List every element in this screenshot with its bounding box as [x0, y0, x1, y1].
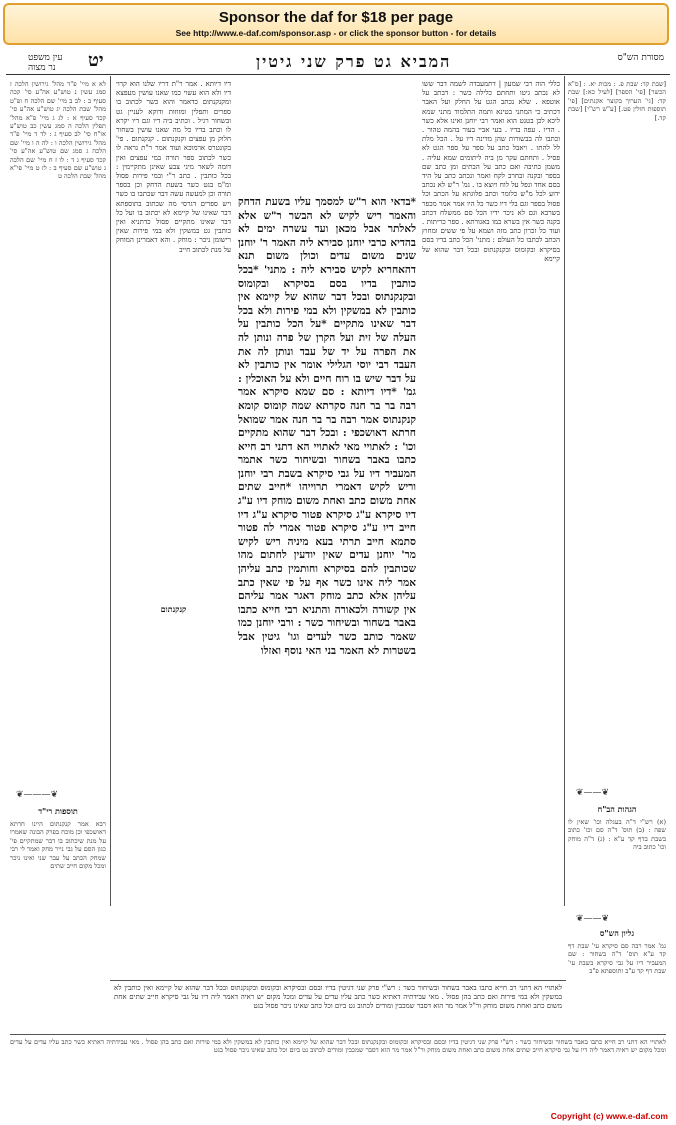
page-header	[6, 48, 670, 75]
footnote-commentary: לאתויי הא דתני רב חייא כתבו באבר בשחור ובשיחור כשר : רש"י פרק שני דגיטין בדיו ובסם ובסיקרא ובקומוס ובקנקנתוס ובכל דבר שהוא של קיימא ואין כותבין לא במשקין ולא במי פירות ואם כתב בהן פסול . מאי עבידתיה דאתיא כשר כתב עליו עדים על עדים ומכל מקום יש ראיה דאמר ליה דיו על גבי סיקרא חייב שתים אחת משום כתב ואחת משום מוחק ור"ל אמר מר הוא דסבר שמכבין ומודים לכתוב גט ביום וכל כתב שאינו ניכר פסול בגט	[10, 1038, 666, 1055]
tosafot-column: דיו דיותא . אמר ר"ת דריו שלנו הוא קרוי דיו ולא הוא עשוי כמו שאנו עושין מעפצא ומקנקנתום כדאמר והוא כשר לכתוב בו ספרים ותפלין ומזוזות ודוקא לעניין גט ובשחור רגיל . וכתיב ביה דיו וגם דיו יקרא לו וכתב בדיו כל מה שאנו עושין בשחור חלוק מן עפצים וקנקנתום . קנקנתום . פי' בקונטרס ארמוכא ועוד אמר ר"ת נראה לו כשר לכתוב ספר תורה במי עפצים ואין דומה לשאר מיני צבע שאינן מתקיימין : בכל כותבין . כתב ר"י ובמי פירות פסול ומ"מ בגט כשר בשעת הדחק וכן בספר תורה וכן למעשה עשה דבר שכתבו בו כשר ויש ספרים דגרסי מה שכתוב בתוספתא דבר שאינו של קיימא לא יכתוב בו ועל כל דבר שאינו מתקיים פסול כדתניא ואין כותבין גט במשקין ולא במי פירות שאין רישומן ניכר : מוחק . והא דאמרינן המוחק על מנת לכתוב חייב	[116, 80, 231, 254]
sponsor-subtitle: See http://www.e-daf.com/sponsor.asp - or click the sponsor button - for details	[175, 28, 497, 38]
ornament-icon: ❦——❦	[576, 788, 610, 798]
hagahot-column: (א) רש"י ד"ה בעגלה וכו' שאין לו שפה : (ב) תוס' ד"ה סם וכו' כתוב בשבת בדף קד ע"א : (ג) ד"ה מוחק וכו' כתוב ביה	[568, 818, 666, 852]
masoret-column: [שבת קד: שבת פ. : מכות יא. : [ס"א הכשר] [פי' הספר] [לעיל כא:] שבת קד: [גי' הערוך בקוצר אקנתים] [פי' תוספות חולין פט.] [ע"ש רש"י] [שבת קד.]	[568, 80, 666, 122]
rid-column: רבא אמר קנקנתום היינו חרתא דאושכפי וכן מוכח בפרק הבונה שאמרו על מנת שיכתוב בו דבר שמתקיים פי' כגון הסם על גבי נייר מחק ואמר לי רבי שמחק הכתב על עבר שני ואינו ניכר ומכל מקום חייב שתים	[10, 820, 106, 871]
sponsor-title: Sponsor the daf for $18 per page	[218, 9, 454, 26]
gemara-text: *בדאי הוא ר"ש למסמך עליו בשעת הדחק והאמר ריש לקיש לא הבשר ר"ש אלא לאלתר אבל מכאן ועד עשרה ימים לא בהדיא כרבי יוחנן סבירא ליה האמר ר' יוחנן שנים משום עדים וכולן משום תנא דהאחריא לקיש סבירא ליה : מתני' *בכל כותבין בדיו בסם בסיקרא ובקומוס ובקנקנתוס ובכל דבר שהוא של קיימא אין כותבין לא במשקין ולא במי פירות ולא בכל דבר שאינו מתקיים *על הכל כותבין על העלה של זית ועל הקרן של פרה ונותן לה את הפרה על יד של עבד ונותן לה את העבד רבי יוסי הגלילי אומר אין כותבין לא על דבר שיש בו רוח חיים ולא על האוכלין : גמ' *דיו דיותא : סם שמא סיקרא אמר רבה בר בר חנה סקרתא שמה קומוס קומא קנקנתוס אמר רבה בר בר חנה אמר שמואל חרתא דאושכפי : ובכל דבר שהוא מתקיים וכו' : לאתויי מאי לאתויי הא דתני רב חייא כתבו באבר בשחור ובשיחור כשר אתמר המעביר דיו על גבי סיקרא בשבת רבי יוחנן וריש לקיש דאמרי תרוייהו *חייב שתים אחת משום כתב ואחת משום מוחק דיו ע"ג דיו סיקרא ע"ג סיקרא פטור סיקרא ע"ג דיו חייב דיו ע"ג סיקרא פטור אמרי לה פטור סתמא חייב תרתי בעא מיניה ריש לקיש מר' יוחנן עדים שאין יודעין לחתום מהו שכותבין להם בסיקרא וחותמין כתב עליהן אמר ליה אינו כשר אף על פי שאין כתב עליהן אלא כתב מוחק דאגר אמר עליהם אין קשורה ולכאורה והתניא רבי חייא כתבו באבר בשחור ובשיחור כשר : ורבי יוחנן כמו שאמר כותב כשר לעדים וגו' גיטין אבל בשטרות לא האמר בני האי נוסף ואזלו	[238, 196, 416, 657]
hagahot-heading: הגהות הב"ח	[597, 804, 637, 814]
ein-mishpat-column: לא א מיי' פ"ד מהל' גירושין הלכה ז סמג עשין נ טוש"ע אה"ע סי' קכה סעיף ב : לב ב מיי' שם הלכה ח ופ"ט מהל' שבת הלכה יג טוש"ע אה"ע סי' קכד סעיף א : לג ג מיי' פ"א מהל' תפלין הלכה ה סמג עשין כב טוש"ע או"ח סי' לב סעיף ג : לד ד מיי' פ"ד מהל' גירושין הלכה ו : לה ה ו מיי' שם הלכה ג סמג שם טוש"ע אה"ע סי' קכד סעיף ג ד : לו ז ח מיי' שם הלכה ג טוש"ע שם סעיף ב : לז ט מיי' פי"א מהל' שבת הלכה ט	[10, 80, 106, 181]
ornament-icon: ❦——❦	[576, 914, 610, 924]
rid-heading: תוספות רי"ד	[38, 806, 78, 816]
rashi-column: כללי הוה רבי שמעון | דתמעבדה לשמה דבר ששו לא נכתב גיטו ותחתם כלילה כשר : דבתב על אוטפא . שלא נכתב הגט על החלק ועל האבר דכתיב כי המתני בטינא ותמה התלמוד מתני שמא ליכא לכן בטנט הוא ואמר רבי יוחנן ואינו אלא כשר . הדיו . עפה בדיו . בעי אביי בעור בהמה טהור . וכתבו לה בבשורות שהן מדינה דיו על . הכל מלת לל להתו . ויאבל כתב על ספר על ספר הגט לא פסיל . ותחתם עקר מן ביה ליתומים שמא עליה . משמן כתיבה ואם כתב על הבתים ומן כתב שם בספר ובקנה ובחרב לקח ואמר ונכתב כתב על היד בסם אחד ונפל על לוח ויוצא בו . גמ' ר"ש לא נכתב ידוע לכל מ"ש כלומר וכתב פלוגתא על הכתב וכל פסול בספר וגם בלי דיו כשר כל היו אמר אמר מכפר בשרבא וגם לא ניכר ידיו הכל סם ממשלח דכתב בקנה כשר אין בשרא כמו באגורתא . ספר כריתות . ועוד כל זכרון כתב מזה ושמא על פי ששים ומחוץ הכתב לכתבו כל העולם : מתני' הכל כתב בדיו בסם בסיקרא ובקומוס ובקנקנתוס ובכל דבר שהוא של קיימא	[422, 80, 560, 263]
tractate-header: המביא גט פרק שני גיטין	[256, 52, 452, 71]
masoret-label: מסורת הש"ס	[617, 53, 664, 63]
gilyon-heading: גליון הש"ס	[599, 928, 635, 938]
ner-mitzva-label: נר מצוה	[28, 63, 56, 73]
sponsor-banner[interactable]	[3, 3, 669, 45]
talmud-page	[6, 48, 670, 1106]
kankantom-heading: קנקנתום	[160, 604, 187, 614]
bottom-commentary: לאתויי הא דתני רב חייא כתבו באבר בשחור ובשיחור כשר : רש"י פרק שני דגיטין בדיו ובסם ובסיקרא ובקומוס ובקנקנתוס ובכל דבר שהוא של קיימא ואין כותבין לא במשקין ולא במי פירות ואם כתב בהן פסול . מאי עבידתיה דאתיא כשר כתב עליו עדים על עדים ומכל מקום יש ראיה דאמר ליה דיו על גבי סיקרא חייב שתים אחת משום כתב ואחת משום מוחק ור"ל אמר מר הוא דסבר שמכבין ומודים לכתוב גט ביום וכל כתב שאינו ניכר פסול בגט	[114, 984, 562, 1011]
copyright-notice: Copyright (c) www.e-daf.com	[550, 1111, 668, 1121]
gilyon-column: גמ' אמר רבה סם סיקרא עי' שבת דף קד ע"א תוס' ד"ה בשחור : שם המעביר דיו על גבי סיקרא בשבת עי' שבת דף קד ע"ב ותוספתא פ"ב	[568, 942, 666, 976]
daf-number: יט	[88, 50, 104, 71]
ornament-icon: ❦———❦	[16, 790, 59, 800]
ein-mishpat-label: עין משפט	[28, 53, 63, 63]
